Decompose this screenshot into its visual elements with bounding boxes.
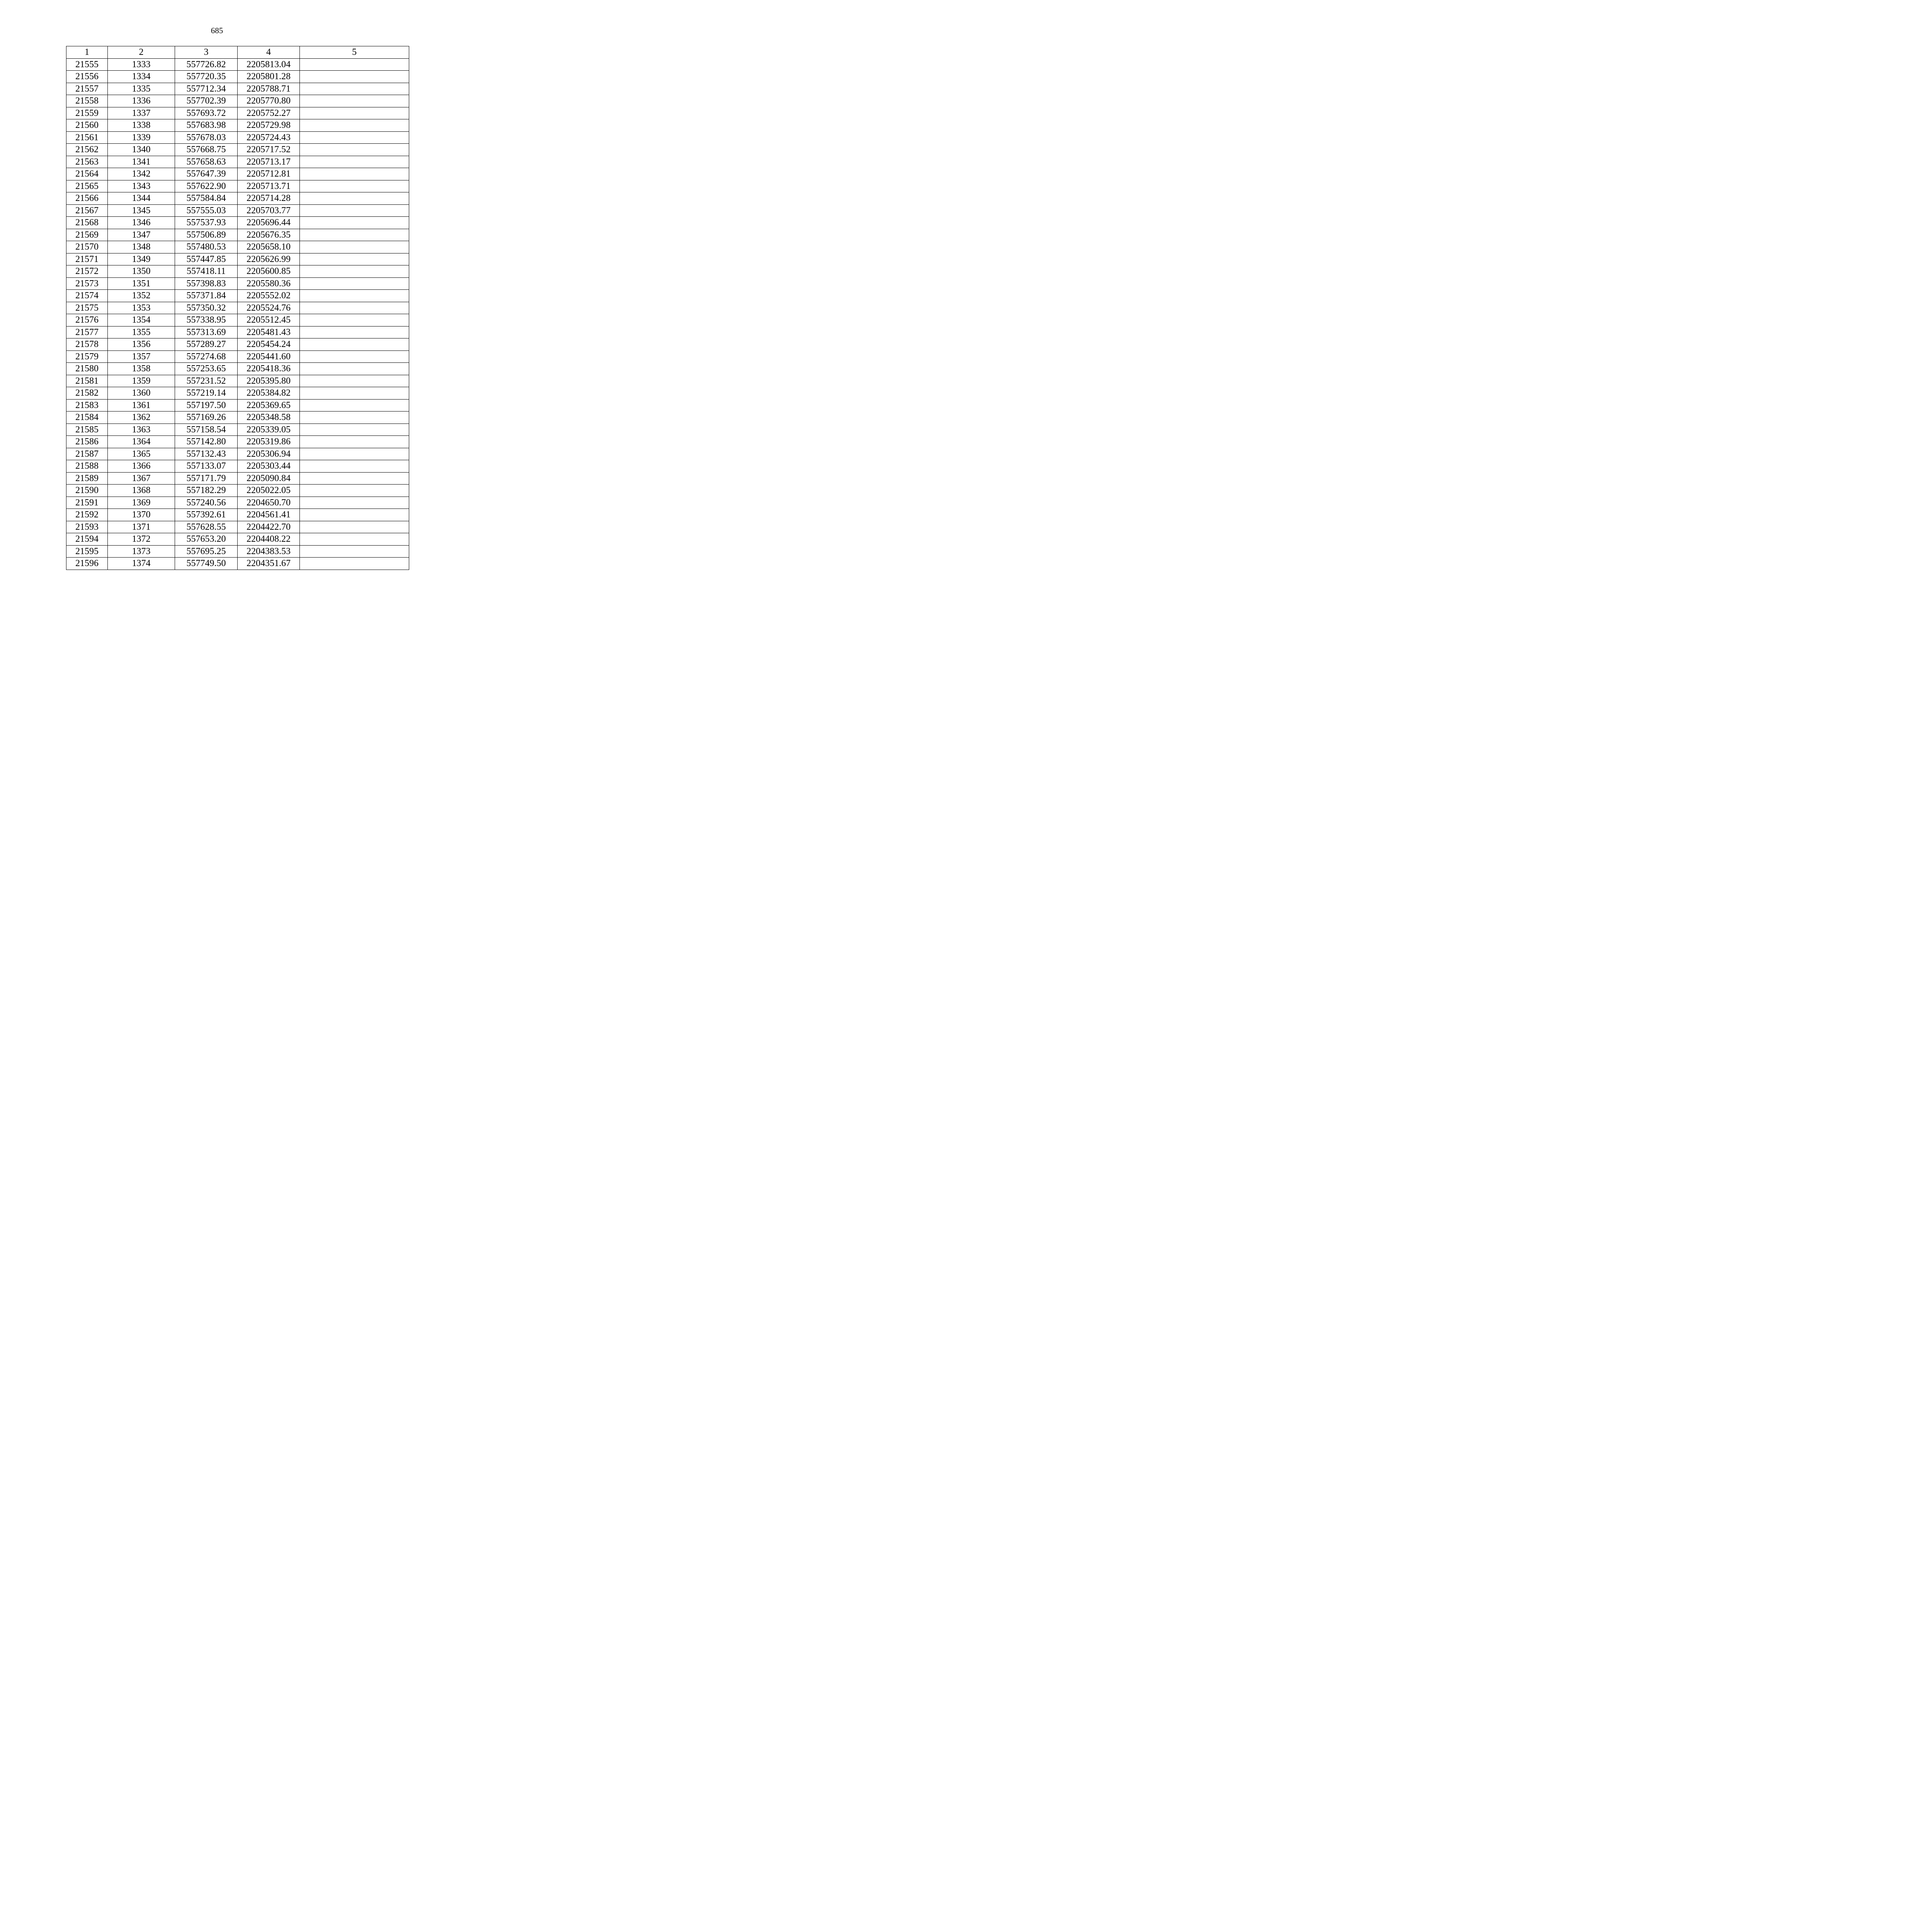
table-row: [66, 144, 409, 156]
table-cell-col-2: 1348: [108, 241, 175, 253]
table-cell-col-3: 557398.83: [175, 277, 238, 290]
table-cell-col-1: 21556: [66, 71, 108, 83]
table-cell-col-1: 21580: [66, 363, 108, 375]
table-cell-col-1: 21585: [66, 423, 108, 436]
table-cell-col-2: 1356: [108, 338, 175, 351]
table-row: [66, 326, 409, 338]
table-cell-col-3: 557693.72: [175, 107, 238, 119]
table-cell-col-4: 2204561.41: [238, 509, 300, 521]
table-cell-col-3: 557219.14: [175, 387, 238, 400]
table-cell-col-2: 1351: [108, 277, 175, 290]
table-row: [66, 472, 409, 485]
table-cell-col-2: 1369: [108, 497, 175, 509]
table-cell-col-5: [300, 204, 409, 217]
table-cell-col-2: 1360: [108, 387, 175, 400]
table-cell-col-5: [300, 71, 409, 83]
table-cell-col-3: 557169.26: [175, 412, 238, 424]
table-cell-col-5: [300, 326, 409, 338]
table-cell-col-1: 21563: [66, 156, 108, 168]
table-cell-col-4: 2205369.65: [238, 399, 300, 412]
table-row: [66, 83, 409, 95]
table-cell-col-1: 21559: [66, 107, 108, 119]
table-cell-col-5: [300, 521, 409, 533]
table-cell-col-5: [300, 83, 409, 95]
table-cell-col-3: 557133.07: [175, 460, 238, 473]
table-cell-col-1: 21588: [66, 460, 108, 473]
table-cell-col-1: 21564: [66, 168, 108, 180]
table-cell-col-4: 2205658.10: [238, 241, 300, 253]
table-cell-col-4: 2205512.45: [238, 314, 300, 327]
table-cell-col-4: 2205714.28: [238, 192, 300, 205]
table-cell-col-5: [300, 485, 409, 497]
table-cell-col-2: 1353: [108, 302, 175, 314]
table-cell-col-1: 21557: [66, 83, 108, 95]
table-cell-col-1: 21582: [66, 387, 108, 400]
table-cell-col-3: 557647.39: [175, 168, 238, 180]
table-cell-col-2: 1367: [108, 472, 175, 485]
table-cell-col-5: [300, 277, 409, 290]
table-cell-col-5: [300, 241, 409, 253]
table-cell-col-3: 557658.63: [175, 156, 238, 168]
table-cell-col-2: 1364: [108, 436, 175, 448]
table-row: [66, 423, 409, 436]
table-cell-col-4: 2205319.86: [238, 436, 300, 448]
table-row: [66, 192, 409, 205]
table-cell-col-3: 557289.27: [175, 338, 238, 351]
column-header-3: 3: [175, 46, 238, 59]
table-row: [66, 545, 409, 558]
table-row: [66, 363, 409, 375]
table-cell-col-2: 1370: [108, 509, 175, 521]
table-cell-col-5: [300, 156, 409, 168]
table-row: [66, 168, 409, 180]
table-cell-col-5: [300, 497, 409, 509]
table-cell-col-3: 557240.56: [175, 497, 238, 509]
table-cell-col-3: 557653.20: [175, 533, 238, 546]
table-cell-col-2: 1374: [108, 558, 175, 570]
table-cell-col-2: 1336: [108, 95, 175, 107]
table-cell-col-3: 557584.84: [175, 192, 238, 205]
table-cell-col-4: 2205384.82: [238, 387, 300, 400]
table-cell-col-2: 1346: [108, 217, 175, 229]
table-cell-col-5: [300, 58, 409, 71]
table-row: [66, 217, 409, 229]
table-row: [66, 436, 409, 448]
table-cell-col-3: 557231.52: [175, 375, 238, 387]
table-cell-col-5: [300, 229, 409, 241]
table-cell-col-3: 557726.82: [175, 58, 238, 71]
table-cell-col-4: 2205713.17: [238, 156, 300, 168]
table-cell-col-5: [300, 472, 409, 485]
table-cell-col-3: 557749.50: [175, 558, 238, 570]
table-cell-col-4: 2204408.22: [238, 533, 300, 546]
table-cell-col-1: 21573: [66, 277, 108, 290]
table-row: [66, 241, 409, 253]
table-cell-col-2: 1358: [108, 363, 175, 375]
page-number: 685: [211, 26, 223, 35]
table-cell-col-5: [300, 180, 409, 192]
table-cell-col-2: 1371: [108, 521, 175, 533]
table-cell-col-3: 557253.65: [175, 363, 238, 375]
table-row: [66, 412, 409, 424]
table-cell-col-5: [300, 290, 409, 302]
table-row: [66, 314, 409, 327]
table-cell-col-2: 1341: [108, 156, 175, 168]
table-cell-col-1: 21560: [66, 119, 108, 132]
table-cell-col-4: 2205788.71: [238, 83, 300, 95]
table-cell-col-2: 1363: [108, 423, 175, 436]
table-row: [66, 71, 409, 83]
table-row: [66, 558, 409, 570]
table-cell-col-3: 557132.43: [175, 448, 238, 460]
table-row: [66, 107, 409, 119]
table-cell-col-4: 2205717.52: [238, 144, 300, 156]
table-cell-col-4: 2205441.60: [238, 350, 300, 363]
table-cell-col-1: 21592: [66, 509, 108, 521]
table-cell-col-4: 2205703.77: [238, 204, 300, 217]
table-cell-col-2: 1338: [108, 119, 175, 132]
table-cell-col-4: 2205626.99: [238, 253, 300, 265]
table-cell-col-3: 557142.80: [175, 436, 238, 448]
table-row: [66, 131, 409, 144]
table-cell-col-3: 557274.68: [175, 350, 238, 363]
table-cell-col-1: 21574: [66, 290, 108, 302]
table-cell-col-2: 1339: [108, 131, 175, 144]
table-cell-col-1: 21572: [66, 265, 108, 278]
table-cell-col-1: 21569: [66, 229, 108, 241]
table-cell-col-1: 21555: [66, 58, 108, 71]
table-cell-col-4: 2205552.02: [238, 290, 300, 302]
table-cell-col-1: 21584: [66, 412, 108, 424]
table-cell-col-2: 1366: [108, 460, 175, 473]
table-cell-col-1: 21591: [66, 497, 108, 509]
table-cell-col-2: 1345: [108, 204, 175, 217]
table-cell-col-3: 557392.61: [175, 509, 238, 521]
table-cell-col-4: 2205770.80: [238, 95, 300, 107]
table-cell-col-1: 21596: [66, 558, 108, 570]
table-cell-col-1: 21562: [66, 144, 108, 156]
table-cell-col-5: [300, 350, 409, 363]
coordinates-table: [66, 46, 409, 570]
table-cell-col-5: [300, 107, 409, 119]
table-cell-col-2: 1368: [108, 485, 175, 497]
table-cell-col-4: 2204422.70: [238, 521, 300, 533]
table-cell-col-4: 2205339.05: [238, 423, 300, 436]
table-cell-col-3: 557350.32: [175, 302, 238, 314]
table-cell-col-5: [300, 375, 409, 387]
table-cell-col-1: 21565: [66, 180, 108, 192]
column-header-2: 2: [108, 46, 175, 59]
table-cell-col-4: 2205418.36: [238, 363, 300, 375]
table-cell-col-3: 557480.53: [175, 241, 238, 253]
table-cell-col-3: 557182.29: [175, 485, 238, 497]
table-cell-col-1: 21561: [66, 131, 108, 144]
table-cell-col-4: 2205454.24: [238, 338, 300, 351]
table-row: [66, 253, 409, 265]
table-cell-col-4: 2204351.67: [238, 558, 300, 570]
table-cell-col-2: 1365: [108, 448, 175, 460]
table-cell-col-4: 2205676.35: [238, 229, 300, 241]
table-cell-col-2: 1362: [108, 412, 175, 424]
table-cell-col-2: 1349: [108, 253, 175, 265]
table-cell-col-5: [300, 302, 409, 314]
table-cell-col-4: 2205395.80: [238, 375, 300, 387]
table-cell-col-3: 557555.03: [175, 204, 238, 217]
table-cell-col-4: 2205348.58: [238, 412, 300, 424]
table-cell-col-4: 2205600.85: [238, 265, 300, 278]
table-cell-col-5: [300, 314, 409, 327]
table-cell-col-4: 2205801.28: [238, 71, 300, 83]
table-row: [66, 509, 409, 521]
table-cell-col-5: [300, 412, 409, 424]
table-cell-col-5: [300, 509, 409, 521]
table-cell-col-1: 21571: [66, 253, 108, 265]
table-cell-col-3: 557506.89: [175, 229, 238, 241]
table-cell-col-1: 21568: [66, 217, 108, 229]
table-cell-col-4: 2205524.76: [238, 302, 300, 314]
table-cell-col-5: [300, 533, 409, 546]
table-cell-col-2: 1337: [108, 107, 175, 119]
table-cell-col-3: 557678.03: [175, 131, 238, 144]
table-row: [66, 156, 409, 168]
table-cell-col-2: 1372: [108, 533, 175, 546]
table-cell-col-3: 557418.11: [175, 265, 238, 278]
table-cell-col-2: 1343: [108, 180, 175, 192]
table-cell-col-5: [300, 131, 409, 144]
table-row: [66, 265, 409, 278]
table-cell-col-5: [300, 448, 409, 460]
table-cell-col-1: 21583: [66, 399, 108, 412]
table-row: [66, 460, 409, 473]
table-cell-col-1: 21567: [66, 204, 108, 217]
table-cell-col-1: 21581: [66, 375, 108, 387]
table-cell-col-3: 557702.39: [175, 95, 238, 107]
table-cell-col-1: 21589: [66, 472, 108, 485]
table-cell-col-2: 1354: [108, 314, 175, 327]
table-cell-col-4: 2205303.44: [238, 460, 300, 473]
table-row: [66, 350, 409, 363]
table-cell-col-2: 1352: [108, 290, 175, 302]
table-cell-col-3: 557338.95: [175, 314, 238, 327]
table-cell-col-3: 557197.50: [175, 399, 238, 412]
table-row: [66, 302, 409, 314]
table-cell-col-2: 1344: [108, 192, 175, 205]
table-row: [66, 521, 409, 533]
table-cell-col-5: [300, 363, 409, 375]
table-cell-col-4: 2205729.98: [238, 119, 300, 132]
table-cell-col-3: 557537.93: [175, 217, 238, 229]
table-cell-col-2: 1361: [108, 399, 175, 412]
table-cell-col-1: 21575: [66, 302, 108, 314]
table-cell-col-1: 21566: [66, 192, 108, 205]
table-cell-col-5: [300, 436, 409, 448]
table-cell-col-5: [300, 460, 409, 473]
table-cell-col-1: 21570: [66, 241, 108, 253]
table-cell-col-3: 557683.98: [175, 119, 238, 132]
table-cell-col-5: [300, 558, 409, 570]
column-header-4: 4: [238, 46, 300, 59]
table-cell-col-4: 2204650.70: [238, 497, 300, 509]
table-cell-col-4: 2205580.36: [238, 277, 300, 290]
column-header-1: 1: [66, 46, 108, 59]
table-cell-col-2: 1340: [108, 144, 175, 156]
table-cell-col-1: 21578: [66, 338, 108, 351]
table-cell-col-1: 21593: [66, 521, 108, 533]
table-cell-col-3: 557622.90: [175, 180, 238, 192]
table-row: [66, 58, 409, 71]
table-row: [66, 95, 409, 107]
table-cell-col-5: [300, 192, 409, 205]
table-header-row: [66, 46, 409, 59]
table-cell-col-1: 21586: [66, 436, 108, 448]
table-row: [66, 387, 409, 400]
table-cell-col-5: [300, 399, 409, 412]
table-cell-col-2: 1335: [108, 83, 175, 95]
table-cell-col-1: 21579: [66, 350, 108, 363]
table-cell-col-1: 21595: [66, 545, 108, 558]
table-row: [66, 533, 409, 546]
table-cell-col-2: 1334: [108, 71, 175, 83]
table-cell-col-2: 1355: [108, 326, 175, 338]
table-cell-col-5: [300, 217, 409, 229]
table-row: [66, 485, 409, 497]
table-cell-col-4: 2205090.84: [238, 472, 300, 485]
table-cell-col-1: 21576: [66, 314, 108, 327]
table-cell-col-4: 2205696.44: [238, 217, 300, 229]
table-cell-col-3: 557720.35: [175, 71, 238, 83]
table-row: [66, 399, 409, 412]
table-cell-col-5: [300, 95, 409, 107]
table-row: [66, 119, 409, 132]
table-cell-col-5: [300, 119, 409, 132]
table-cell-col-3: 557712.34: [175, 83, 238, 95]
table-cell-col-4: 2205813.04: [238, 58, 300, 71]
table-cell-col-4: 2205306.94: [238, 448, 300, 460]
table-cell-col-3: 557447.85: [175, 253, 238, 265]
table-cell-col-2: 1373: [108, 545, 175, 558]
table-cell-col-1: 21577: [66, 326, 108, 338]
table-cell-col-4: 2205752.27: [238, 107, 300, 119]
table-row: [66, 229, 409, 241]
table-cell-col-1: 21587: [66, 448, 108, 460]
table-cell-col-5: [300, 545, 409, 558]
table-cell-col-4: 2205724.43: [238, 131, 300, 144]
table-cell-col-4: 2205713.71: [238, 180, 300, 192]
table-row: [66, 375, 409, 387]
table-cell-col-2: 1347: [108, 229, 175, 241]
table-cell-col-5: [300, 253, 409, 265]
table-cell-col-3: 557171.79: [175, 472, 238, 485]
table-cell-col-5: [300, 423, 409, 436]
table-cell-col-3: 557695.25: [175, 545, 238, 558]
table-cell-col-5: [300, 387, 409, 400]
table-cell-col-2: 1342: [108, 168, 175, 180]
table-cell-col-5: [300, 168, 409, 180]
table-cell-col-4: 2204383.53: [238, 545, 300, 558]
table-cell-col-1: 21590: [66, 485, 108, 497]
table-cell-col-3: 557668.75: [175, 144, 238, 156]
table-cell-col-5: [300, 144, 409, 156]
table-body: [66, 58, 409, 570]
table-cell-col-1: 21558: [66, 95, 108, 107]
table-cell-col-5: [300, 338, 409, 351]
table-row: [66, 277, 409, 290]
table-cell-col-2: 1350: [108, 265, 175, 278]
table-cell-col-2: 1333: [108, 58, 175, 71]
column-header-5: 5: [300, 46, 409, 59]
table-row: [66, 180, 409, 192]
table-cell-col-2: 1359: [108, 375, 175, 387]
table-cell-col-4: 2205481.43: [238, 326, 300, 338]
table-cell-col-3: 557158.54: [175, 423, 238, 436]
table-cell-col-4: 2205712.81: [238, 168, 300, 180]
table-cell-col-4: 2205022.05: [238, 485, 300, 497]
table-cell-col-5: [300, 265, 409, 278]
table-cell-col-1: 21594: [66, 533, 108, 546]
table-row: [66, 448, 409, 460]
table-cell-col-3: 557371.84: [175, 290, 238, 302]
table-cell-col-3: 557628.55: [175, 521, 238, 533]
table-cell-col-2: 1357: [108, 350, 175, 363]
table-row: [66, 338, 409, 351]
table-row: [66, 497, 409, 509]
table-row: [66, 204, 409, 217]
table-row: [66, 290, 409, 302]
table-cell-col-3: 557313.69: [175, 326, 238, 338]
